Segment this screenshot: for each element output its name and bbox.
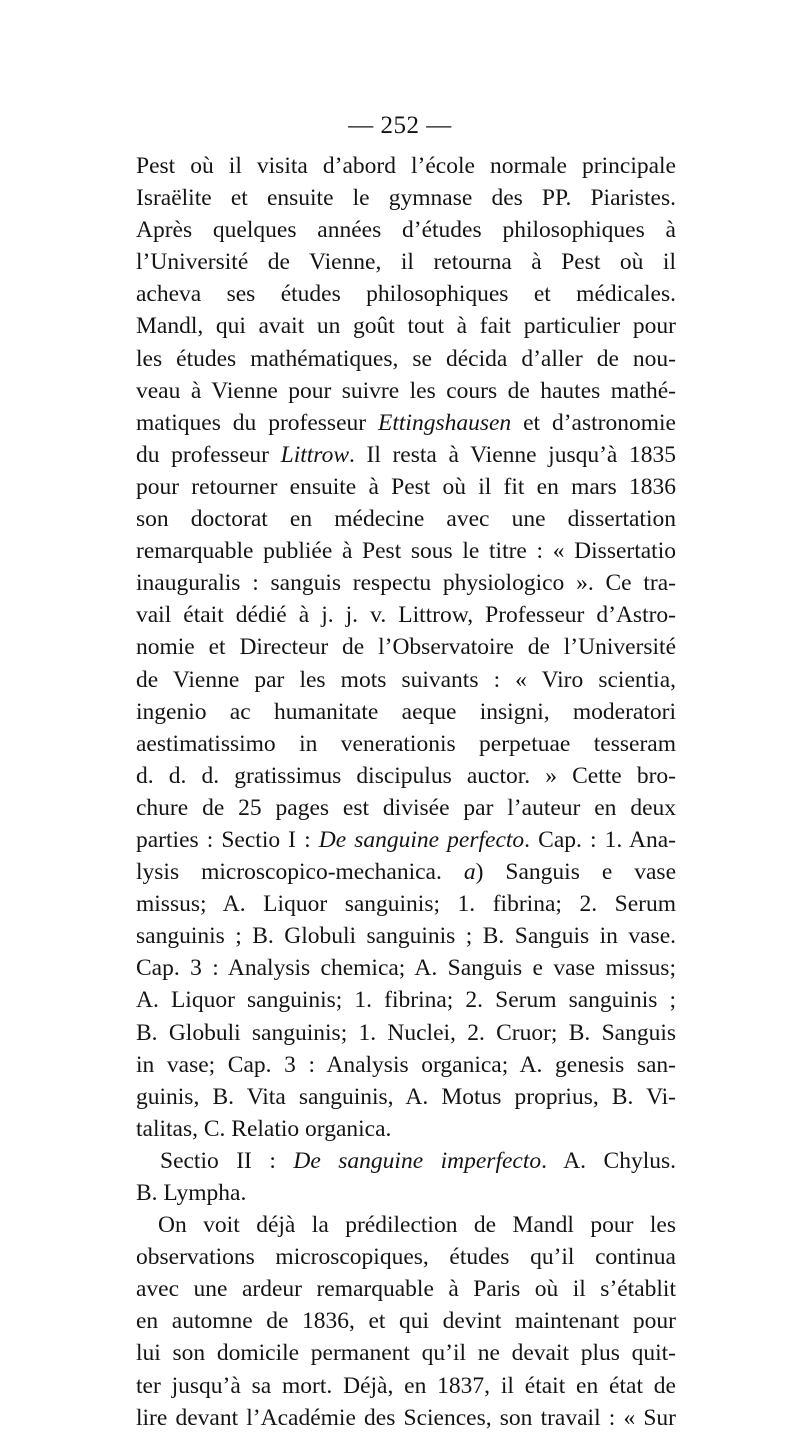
text-line: Mandl, qui avait un goût tout à fait particulier pour: [136, 313, 676, 340]
text-line: lui son domicile permanent qu’il ne devait plus quit-: [136, 1340, 676, 1367]
text-line: chure de 25 pages est divisée par l’auteur en deux: [136, 794, 676, 821]
text-line: sanguinis ; B. Globuli sanguinis ; B. Sanguis in vase.: [136, 923, 676, 950]
text-line: [136, 439, 676, 471]
text-line: aestimatissimo in venerationis perpetuae tesseram: [136, 730, 676, 757]
text-line: vail était dédié à j. j. v. Littrow, Professeur d’Astro-: [136, 602, 676, 629]
italic-term: Littrow: [280, 441, 349, 468]
text-line-part: . Il resta à Vienne jusqu’à 1835: [349, 441, 676, 468]
text-line: observations microscopiques, études qu’il continua: [136, 1244, 676, 1271]
text-line: en automne de 1836, et qui devint maintenant pour: [136, 1308, 676, 1335]
text-line: les études mathématiques, se décida d’aller de nou-: [136, 345, 676, 372]
text-line-part: et d’astronomie: [511, 409, 676, 436]
text-line: inauguralis : sanguis respectu physiologico ». Ce tra-: [136, 570, 676, 597]
text-line: de Vienne par les mots suivants : « Viro scientia,: [136, 666, 676, 693]
text-line-part: . Cap. : 1. Ana-: [524, 826, 676, 853]
text-line: Après quelques années d’études philosophiques à: [136, 217, 676, 244]
text-line: pour retourner ensuite à Pest où il fit en mars 1836: [136, 473, 676, 500]
text-line-part: ) Sanguis e vase: [475, 859, 677, 886]
text-line-part: Sectio II :: [160, 1147, 294, 1174]
text-line: remarquable publiée à Pest sous le titre : « Dissertatio: [136, 538, 676, 565]
text-line: missus; A. Liquor sanguinis; 1. fibrina; 2. Serum: [136, 891, 676, 918]
text-line: d. d. d. gratissimus discipulus auctor. » Cette bro-: [136, 762, 676, 789]
italic-term: De sanguine imperfecto: [293, 1147, 542, 1174]
text-line: lire devant l’Académie des Sciences, son travail : « Sur: [136, 1404, 676, 1431]
text-line: Israëlite et ensuite le gymnase des PP. Piaristes.: [136, 185, 676, 212]
text-line: son doctorat en médecine avec une dissertation: [136, 506, 676, 533]
italic-term: De sanguine perfecto: [318, 826, 525, 853]
text-line: [136, 856, 676, 888]
page-number: — 252 —: [348, 112, 452, 139]
text-line: acheva ses études philosophiques et médicales.: [136, 281, 676, 308]
text-line: A. Liquor sanguinis; 1. fibrina; 2. Serum sanguinis ;: [136, 987, 676, 1014]
text-line: ingenio ac humanitate aeque insigni, moderatori: [136, 698, 676, 725]
text-line: nomie et Directeur de l’Observatoire de l’Université: [136, 634, 676, 661]
text-line-part: . A. Chylus.: [541, 1147, 676, 1174]
text-line: veau à Vienne pour suivre les cours de hautes mathé-: [136, 377, 676, 404]
text-line: B. Globuli sanguinis; 1. Nuclei, 2. Cruor; B. Sanguis: [136, 1019, 676, 1046]
body-text: [136, 150, 676, 1434]
text-line-part: lysis microscopico-mechanica.: [136, 859, 464, 886]
text-line: On voit déjà la prédilection de Mandl pour les: [158, 1212, 676, 1239]
text-line: Cap. 3 : Analysis chemica; A. Sanguis e vase missus;: [136, 955, 676, 982]
text-line: talitas, C. Relatio organica.: [136, 1115, 392, 1142]
text-line: B. Lympha.: [136, 1180, 247, 1206]
text-line: avec une ardeur remarquable à Paris où il s’établit: [136, 1276, 676, 1303]
text-line: [136, 824, 676, 856]
text-line: [136, 407, 676, 439]
text-line: [136, 1145, 676, 1177]
text-line-part: du professeur: [136, 441, 281, 468]
text-line: l’Université de Vienne, il retourna à Pest où il: [136, 249, 676, 276]
text-line-part: matiques du professeur: [136, 409, 378, 436]
text-line: ter jusqu’à sa mort. Déjà, en 1837, il était en état de: [136, 1372, 676, 1399]
text-line: Pest où il visita d’abord l’école normale principale: [136, 153, 676, 179]
italic-term: Ettingshausen: [378, 409, 512, 436]
text-line: guinis, B. Vita sanguinis, A. Motus proprius, B. Vi-: [136, 1083, 676, 1110]
italic-term: a: [463, 859, 476, 886]
text-line-part: parties : Sectio I :: [136, 826, 319, 853]
text-line: in vase; Cap. 3 : Analysis organica; A. genesis san-: [136, 1051, 676, 1078]
